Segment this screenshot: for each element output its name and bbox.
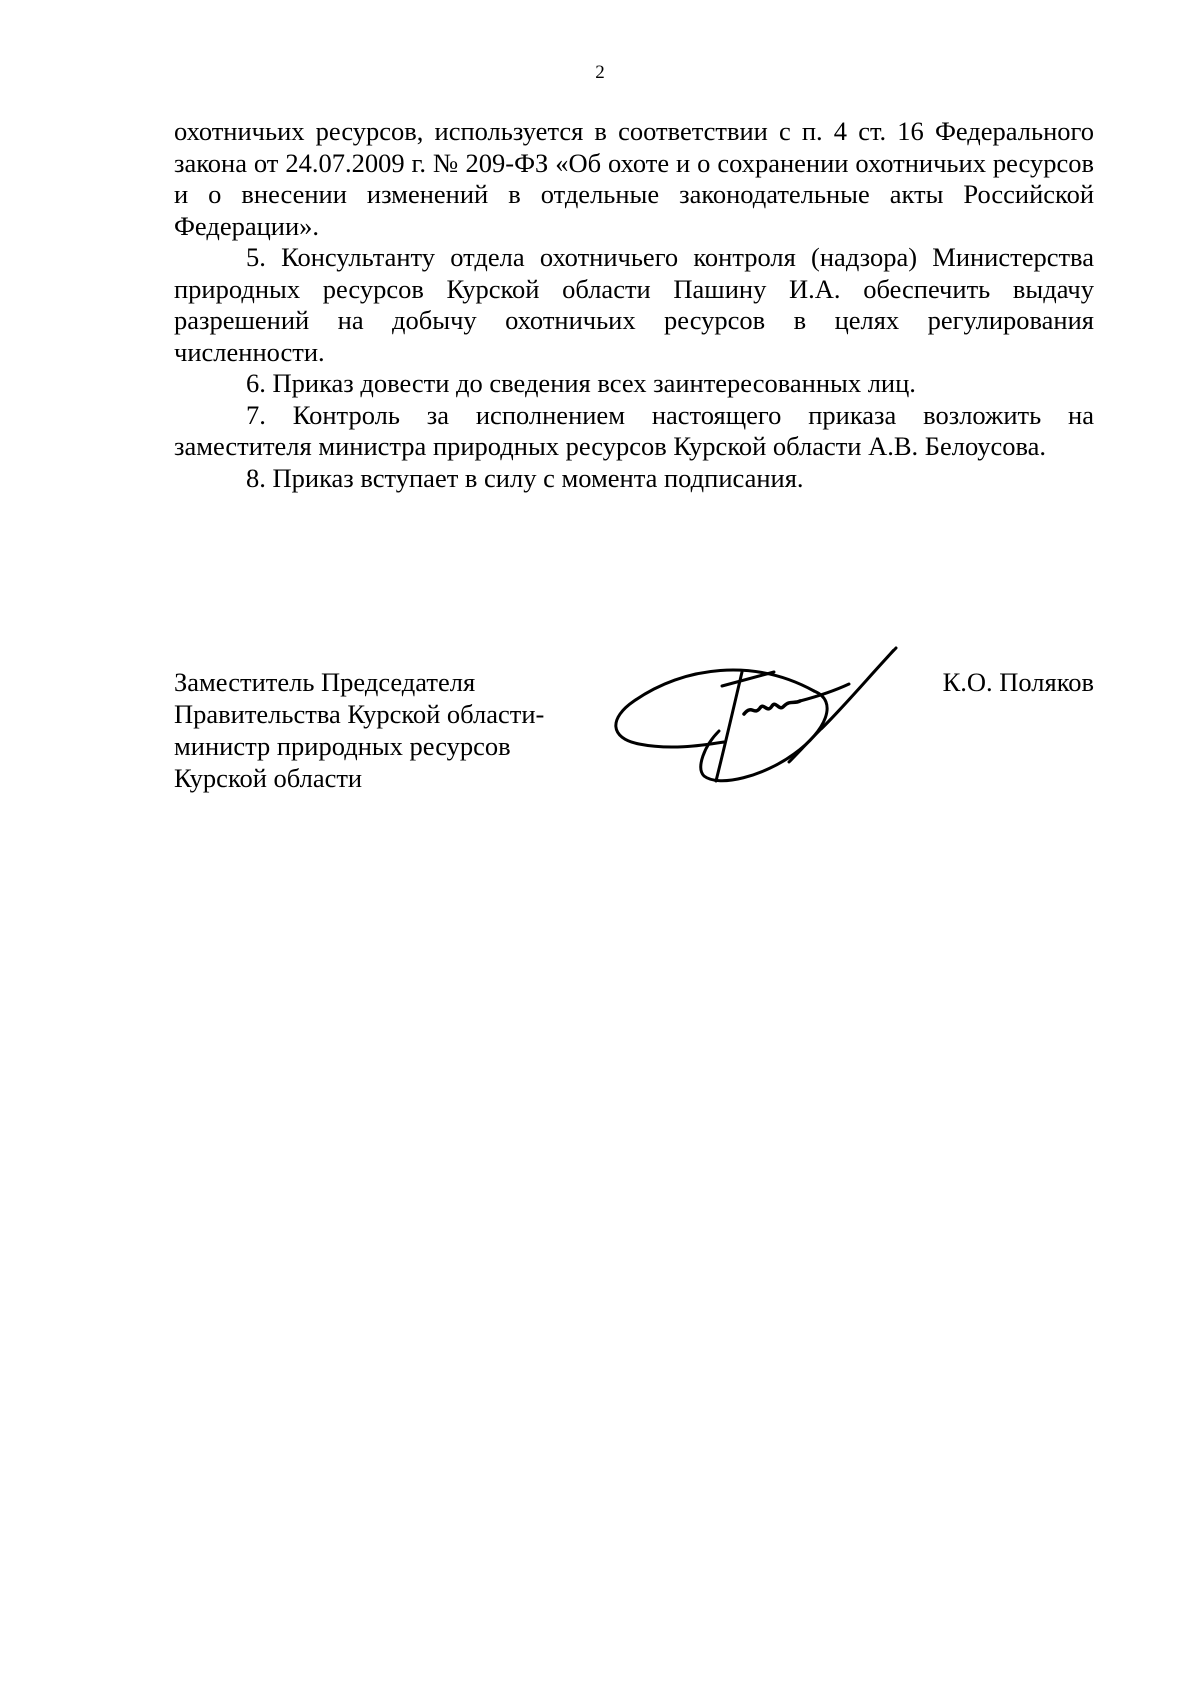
page-number: 2 (595, 62, 605, 83)
paragraph-item-7: 7. Контроль за исполнением настоящего приказа возложить на заместителя министра природных ресурсов Курской области А.В. Белоусова. (174, 399, 1094, 461)
signer-title-line: Заместитель Председателя (174, 667, 476, 697)
paragraph-continuation: охотничьих ресурсов, используется в соответствии с п. 4 ст. 16 Федерального закона от 24.07.2009 г. № 209-ФЗ «Об охоте и о сохранении охотничьих ресурсов и о внесении изменений в отдельные законодательные акты Российской Федерации». (174, 116, 1094, 241)
paragraph-item-8: 8. Приказ вступает в силу с момента подписания. (246, 462, 804, 493)
signature-block (174, 666, 1094, 816)
signer-title-line: Правительства Курской области- (174, 699, 545, 729)
signer-title-line: министр природных ресурсов (174, 731, 511, 761)
signer-name: К.О. Поляков (942, 667, 1094, 697)
paragraph-item-6: 6. Приказ довести до сведения всех заинтересованных лиц. (246, 368, 916, 398)
signer-title (174, 666, 544, 794)
signer-title-line: Курской области (174, 763, 363, 793)
document-body (174, 116, 1094, 494)
handwritten-signature (604, 646, 904, 806)
paragraph-item-5: 5. Консультанту отдела охотничьего контроля (надзора) Министерства природных ресурсов Курской области Пашину И.А. обеспечить выдачу разрешений на добычу охотничьих ресурсов в целях регулирования численности. (174, 242, 1094, 367)
